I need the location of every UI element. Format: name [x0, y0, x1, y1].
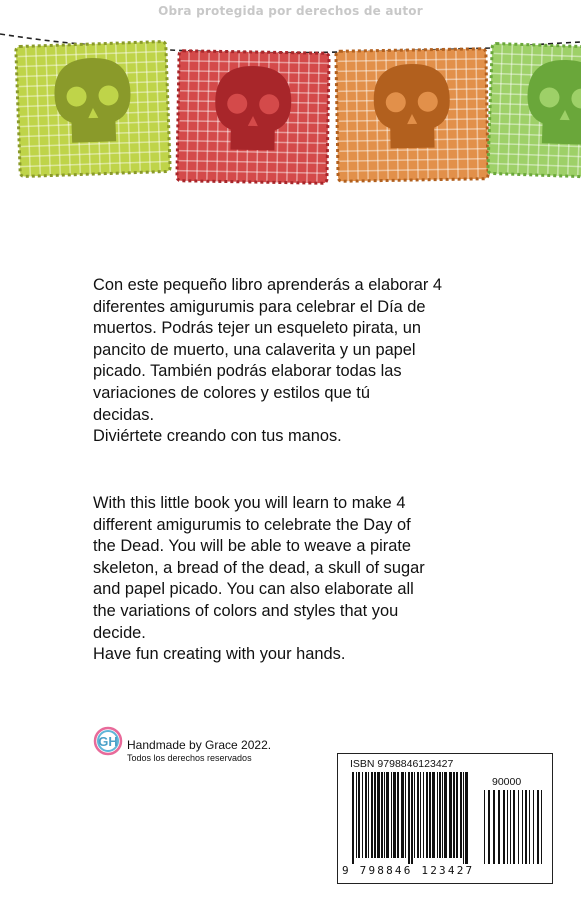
english-line: Have fun creating with your hands.: [93, 645, 346, 664]
barcode-bar: [460, 772, 462, 858]
barcode-bar: [358, 772, 360, 858]
spanish-line: decidas.: [93, 405, 155, 424]
papel-picado-banner: [0, 20, 581, 190]
barcode-bar: [352, 772, 354, 864]
english-line: skeleton, a bread of the dead, a skull of sugar: [93, 558, 425, 577]
barcode-bar: [507, 790, 508, 864]
english-line: and papel picado. You can also elaborate all: [93, 580, 414, 599]
spanish-line: picado. También podrás elaborar todas las: [93, 362, 402, 381]
barcode-bar: [386, 772, 389, 858]
rights-notice: Todos los derechos reservados: [127, 753, 252, 763]
barcode-bar: [465, 772, 468, 864]
barcode-bar: [529, 790, 530, 864]
spanish-line: diferentes amigurumis para celebrar el Día de: [93, 297, 426, 316]
english-description: [93, 493, 513, 666]
english-line: decide.: [93, 623, 146, 642]
barcode-bar: [503, 790, 505, 864]
barcode-bar: [365, 772, 367, 858]
barcode-bar: [374, 772, 376, 858]
barcode-bar: [371, 772, 373, 858]
barcode-bar: [498, 790, 500, 864]
barcode-bar: [541, 790, 542, 864]
price-code: 90000: [492, 776, 522, 788]
papel-picado-flag: [336, 49, 488, 182]
barcode-bar: [525, 790, 527, 864]
publisher-logo-icon: [93, 726, 123, 756]
barcode-bar: [439, 772, 441, 858]
barcode-bar: [484, 790, 485, 864]
barcode-bar: [437, 772, 438, 858]
ean-digits: 9 798846 123427: [342, 864, 475, 877]
barcode-bar: [513, 790, 515, 864]
spanish-line: Diviértete creando con tus manos.: [93, 427, 342, 446]
papel-picado-flag: [16, 41, 170, 176]
papel-picado-flag: [488, 43, 581, 178]
barcode-bar: [510, 790, 511, 864]
barcode-bar: [397, 772, 399, 858]
barcode-bar: [537, 790, 539, 864]
barcode-bar: [444, 772, 447, 858]
barcode-bar: [533, 790, 534, 864]
english-line: the Dead. You will be able to weave a pirate: [93, 537, 412, 556]
barcode-bar: [518, 790, 519, 864]
spanish-line: muertos. Podrás tejer un esqueleto pirata, un: [93, 319, 422, 338]
watermark-top: Obra protegida por derechos de autor: [158, 4, 423, 18]
barcode-bar: [414, 772, 415, 858]
barcode-bar: [393, 772, 396, 858]
isbn-label: ISBN 9798846123427: [350, 758, 454, 770]
barcode-bar: [442, 772, 443, 858]
barcode-bar: [453, 772, 455, 858]
barcode-bar: [362, 772, 363, 858]
spanish-line: pancito de muerto, una calaverita y un papel: [93, 340, 416, 359]
barcode-bar: [423, 772, 424, 858]
english-line: With this little book you will learn to make 4: [93, 494, 406, 512]
barcode-bar: [488, 790, 490, 864]
barcode-bar: [417, 772, 419, 858]
barcode-bar: [384, 772, 385, 858]
barcode-bar: [426, 772, 428, 858]
logo-letters: GH: [98, 734, 118, 749]
barcode-bar: [411, 772, 413, 864]
barcode-bar: [432, 772, 435, 858]
barcode-bar: [456, 772, 458, 858]
barcode-bar: [368, 772, 369, 858]
barcode-bar: [391, 772, 392, 858]
barcode-bar: [408, 772, 410, 864]
barcode-bar: [405, 772, 406, 858]
barcode-bar: [493, 790, 495, 864]
spanish-line: variaciones de colores y estilos que tú: [93, 383, 370, 402]
barcode-bar: [356, 772, 357, 858]
barcode-bar: [401, 772, 404, 858]
english-line: different amigurumis to celebrate the Day of: [93, 515, 411, 534]
barcode-bar: [463, 772, 464, 864]
barcode-bar: [420, 772, 421, 858]
barcode-bar: [449, 772, 452, 858]
english-line: the variations of colors and styles that you: [93, 601, 399, 620]
barcode-bar: [429, 772, 431, 858]
isbn-barcode: [337, 753, 553, 884]
spanish-line: Con este pequeño libro aprenderás a elaborar 4: [93, 276, 442, 294]
papel-picado-flag: [177, 51, 329, 184]
barcode-bar: [381, 772, 383, 858]
publisher-brand: Handmade by Grace 2022.: [127, 738, 272, 752]
barcode-bar: [377, 772, 380, 858]
spanish-description: [93, 275, 513, 448]
barcode-bar: [522, 790, 523, 864]
